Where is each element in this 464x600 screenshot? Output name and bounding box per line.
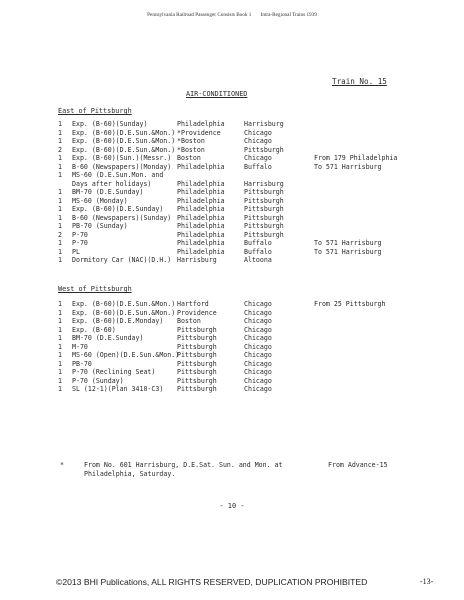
east-to-cell: Pittsburgh: [244, 196, 284, 205]
east-row: [58, 239, 458, 248]
east-from-cell: *Boston: [177, 145, 205, 154]
west-row: [58, 317, 458, 326]
east-to-cell: Altoona: [244, 256, 272, 264]
east-row: [58, 231, 458, 240]
east-row: [58, 137, 458, 146]
west-count-cell: 1: [58, 359, 62, 368]
footnote-mark: *: [60, 461, 64, 469]
west-desc-cell: M-70: [72, 342, 88, 351]
east-section-title: East of Pittsburgh: [58, 107, 132, 115]
west-row: [58, 360, 458, 369]
east-count-cell: 1: [58, 137, 62, 145]
east-note-cell: To 571 Harrisburg: [314, 239, 382, 247]
west-row: [58, 300, 458, 309]
west-to-cell: Chicago: [244, 368, 272, 376]
east-row: [58, 154, 458, 163]
east-row: [58, 214, 458, 223]
east-from-cell: Philadelphia: [177, 222, 225, 230]
publication-page-number: -13-: [420, 577, 434, 586]
east-desc-cell: BM-70 (D.E.Sunday): [72, 188, 144, 196]
west-desc-cell: BM-70 (D.E.Sunday): [72, 334, 144, 342]
east-note-cell: To 571 Harrisburg: [314, 162, 382, 171]
east-count-cell: 1: [58, 162, 62, 171]
east-desc-cell: Exp. (B-60)(D.E.Sunday): [72, 205, 164, 213]
west-from-cell: Pittsburgh: [177, 342, 217, 351]
west-from-cell: Pittsburgh: [177, 334, 217, 342]
west-count-cell: 1: [58, 376, 62, 385]
east-desc-cell: PB-70 (Sunday): [72, 222, 128, 230]
west-desc-cell: P-70 (Sunday): [72, 376, 124, 385]
east-desc-cell: Exp. (B-60)(D.E.Sun.&Mon.): [72, 137, 176, 145]
header-section-title: Intra-Regional Trains 1939: [260, 12, 317, 18]
east-desc-cell: P-70: [72, 230, 88, 239]
east-from-cell: Philadelphia: [177, 188, 225, 196]
west-to-cell: Chicago: [244, 385, 272, 393]
east-to-cell: Pittsburgh: [244, 222, 284, 230]
east-row: [58, 222, 458, 231]
east-row: [58, 120, 458, 129]
west-count-cell: 1: [58, 334, 62, 342]
east-from-cell: Philadelphia: [177, 205, 225, 213]
east-count-cell: 1: [58, 188, 62, 196]
east-count-cell: 1: [58, 154, 62, 162]
east-desc-cell: MS-60 (Monday): [72, 196, 128, 205]
west-row: [58, 385, 458, 394]
west-desc-cell: SL (12-1)(Plan 3410-C3): [72, 385, 164, 393]
east-desc-cell: B-60 (Newspapers)(Monday): [72, 162, 172, 171]
east-from-cell: Philadelphia: [177, 162, 225, 171]
page-number: - 10 -: [219, 502, 245, 510]
east-from-cell: Philadelphia: [177, 120, 225, 128]
header-book-title: Pennsylvania Railroad Passenger Consists Book 1: [147, 12, 252, 18]
east-row: [58, 197, 458, 206]
east-count-cell: 1: [58, 222, 62, 230]
west-desc-cell: P-70 (Reclining Seat): [72, 368, 156, 376]
east-count-cell: 1: [58, 239, 62, 247]
west-to-cell: Chicago: [244, 359, 272, 368]
east-desc-cell: Exp. (B-60)(D.E.Sun.&Mon.): [72, 145, 176, 154]
west-consist-table: [58, 300, 458, 394]
west-from-cell: Hartford: [177, 300, 209, 308]
east-to-cell: Buffalo: [244, 162, 272, 171]
east-row: [58, 248, 458, 257]
west-desc-cell: Exp. (B-60)(D.E.Monday): [72, 317, 164, 325]
west-row: [58, 326, 458, 335]
east-from-cell: Philadelphia: [177, 247, 225, 256]
east-desc-cell: Exp. (B-60)(Sunday): [72, 120, 148, 128]
west-from-cell: Pittsburgh: [177, 351, 217, 359]
west-desc-cell: Exp. (B-60)(D.E.Sun.&Mon.): [72, 308, 176, 317]
page-header: [0, 12, 464, 18]
east-to-cell: Pittsburgh: [244, 230, 284, 239]
west-to-cell: Chicago: [244, 351, 272, 359]
east-from-cell: *Boston: [177, 137, 205, 145]
west-from-cell: Pittsburgh: [177, 325, 217, 334]
east-desc-cell: Days after holidays): [72, 179, 152, 188]
east-count-cell: 1: [58, 247, 62, 256]
west-from-cell: Pittsburgh: [177, 359, 217, 368]
east-row: [58, 205, 458, 214]
east-consist-table: [58, 120, 458, 265]
west-section-title: West of Pittsburgh: [58, 285, 132, 293]
west-count-cell: 1: [58, 351, 62, 359]
east-to-cell: Buffalo: [244, 239, 272, 247]
west-to-cell: Chicago: [244, 300, 272, 308]
west-to-cell: Chicago: [244, 342, 272, 351]
west-to-cell: Chicago: [244, 317, 272, 325]
east-to-cell: Buffalo: [244, 247, 272, 256]
east-from-cell: *Providence: [177, 128, 221, 137]
east-count-cell: 2: [58, 230, 62, 239]
east-count-cell: 2: [58, 145, 62, 154]
west-count-cell: 1: [58, 325, 62, 334]
west-count-cell: 1: [58, 300, 62, 308]
east-row: [58, 129, 458, 138]
west-count-cell: 1: [58, 342, 62, 351]
west-row: [58, 368, 458, 377]
west-desc-cell: MS-60 (Open)(D.E.Sun.&Mon.): [72, 351, 180, 359]
east-desc-cell: PL: [72, 247, 80, 256]
east-to-cell: Chicago: [244, 128, 272, 137]
east-count-cell: 1: [58, 213, 62, 222]
train-number: Train No. 15: [332, 77, 387, 86]
west-desc-cell: Exp. (B-60)(D.E.Sun.&Mon.): [72, 300, 176, 308]
east-desc-cell: MS-60 (D.E.Sun.Mon. and: [72, 171, 164, 179]
west-count-cell: 1: [58, 317, 62, 325]
east-from-cell: Philadelphia: [177, 230, 225, 239]
west-from-cell: Providence: [177, 308, 217, 317]
east-to-cell: Pittsburgh: [244, 145, 284, 154]
west-from-cell: Boston: [177, 317, 201, 325]
east-desc-cell: Dormitory Car (NAC)(D.H.): [72, 256, 172, 264]
east-row: [58, 180, 458, 189]
west-row: [58, 334, 458, 343]
east-to-cell: Harrisburg: [244, 120, 284, 128]
east-row: [58, 256, 458, 265]
west-desc-cell: Exp. (B-60): [72, 325, 116, 334]
east-note-cell: To 571 Harrisburg: [314, 247, 382, 256]
east-from-cell: Philadelphia: [177, 179, 225, 188]
east-row: [58, 163, 458, 172]
east-from-cell: Harrisburg: [177, 256, 217, 264]
east-row: [58, 146, 458, 155]
east-from-cell: Philadelphia: [177, 239, 225, 247]
east-desc-cell: Exp. (B-60)(D.E.Sun.&Mon.): [72, 128, 176, 137]
east-from-cell: Philadelphia: [177, 196, 225, 205]
footnote-text: From No. 601 Harrisburg, D.E.Sat. Sun. and Mon. at Philadelphia, Saturday.: [84, 461, 283, 478]
west-desc-cell: PB-70: [72, 359, 92, 368]
east-from-cell: Philadelphia: [177, 213, 225, 222]
west-row: [58, 343, 458, 352]
east-count-cell: 1: [58, 205, 62, 213]
west-note-cell: From 25 Pittsburgh: [314, 300, 386, 308]
east-count-cell: 1: [58, 256, 62, 264]
west-row: [58, 377, 458, 386]
east-note-cell: From 179 Philadelphia: [314, 154, 398, 162]
east-count-cell: 1: [58, 120, 62, 128]
east-to-cell: Pittsburgh: [244, 205, 284, 213]
east-to-cell: Pittsburgh: [244, 188, 284, 196]
west-count-cell: 1: [58, 308, 62, 317]
east-row: [58, 171, 458, 180]
east-to-cell: Chicago: [244, 137, 272, 145]
west-to-cell: Chicago: [244, 325, 272, 334]
east-count-cell: 1: [58, 171, 62, 179]
west-row: [58, 351, 458, 360]
east-from-cell: Boston: [177, 154, 201, 162]
air-conditioned-heading: AIR-CONDITIONED: [186, 90, 248, 98]
east-desc-cell: B-60 (Newspapers)(Sunday): [72, 213, 172, 222]
footnote-source: From Advance-15: [328, 461, 388, 469]
west-count-cell: 1: [58, 368, 62, 376]
east-count-cell: 1: [58, 196, 62, 205]
copyright-notice: ©2013 BHI Publications, ALL RIGHTS RESERVED, DUPLICATION PROHIBITED: [56, 577, 368, 587]
west-to-cell: Chicago: [244, 308, 272, 317]
east-count-cell: 1: [58, 128, 62, 137]
east-to-cell: Chicago: [244, 154, 272, 162]
west-to-cell: Chicago: [244, 334, 272, 342]
west-to-cell: Chicago: [244, 376, 272, 385]
east-desc-cell: P-70: [72, 239, 88, 247]
east-desc-cell: Exp. (B-60)(Sun.)(Messr.): [72, 154, 172, 162]
west-from-cell: Pittsburgh: [177, 376, 217, 385]
west-from-cell: Pittsburgh: [177, 385, 217, 393]
east-row: [58, 188, 458, 197]
west-from-cell: Pittsburgh: [177, 368, 217, 376]
west-row: [58, 309, 458, 318]
east-to-cell: Pittsburgh: [244, 213, 284, 222]
east-to-cell: Harrisburg: [244, 179, 284, 188]
west-count-cell: 1: [58, 385, 62, 393]
